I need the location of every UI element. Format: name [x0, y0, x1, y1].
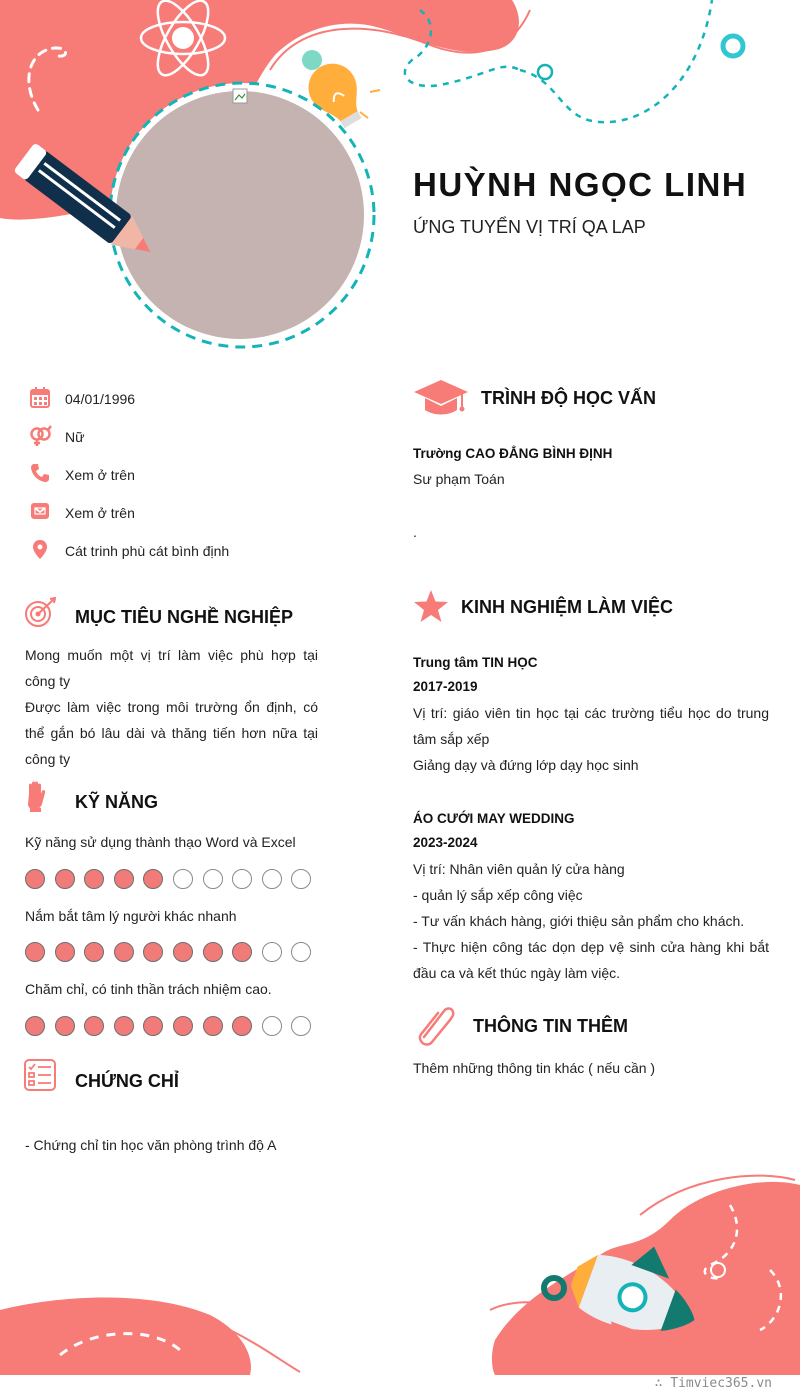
education-note: . [413, 524, 417, 540]
skill-name-2: Nắm bắt tâm lý người khác nhanh [25, 908, 237, 924]
applied-position: ỨNG TUYỂN VỊ TRÍ QA LAP [413, 217, 646, 237]
skill-rating-2 [25, 942, 325, 964]
rating-dot-filled [143, 1016, 163, 1036]
rating-dot-filled [55, 1016, 75, 1036]
rating-dot-filled [203, 1016, 223, 1036]
skills-heading: KỸ NĂNG [75, 792, 159, 812]
profile-photo [116, 91, 364, 339]
rating-dot-filled [114, 1016, 134, 1036]
rating-dot-empty [291, 869, 311, 889]
contact-gender [30, 425, 350, 449]
job-2-period: 2023-2024 [413, 835, 478, 850]
skill-name-1: Kỹ năng sử dụng thành thạo Word và Excel [25, 834, 296, 850]
rating-dot-filled [203, 942, 223, 962]
job-2-detail-3: - Thực hiện công tác dọn dẹp vệ sinh cửa hàng khi bắt đầu ca và kết thúc ngày làm việc. [413, 939, 769, 981]
address-text: Cát trinh phù cát bình định [65, 543, 230, 559]
rating-dot-filled [114, 942, 134, 962]
contact-address [30, 539, 350, 563]
rating-dot-filled [84, 1016, 104, 1036]
rating-dot-empty [291, 1016, 311, 1036]
rating-dot-filled [143, 869, 163, 889]
contact-birthday [30, 387, 350, 411]
rating-dot-empty [262, 1016, 282, 1036]
phone-text: Xem ở trên [65, 467, 135, 483]
gender-text: Nữ [65, 429, 85, 445]
email-icon [30, 501, 50, 523]
map-pin-icon [30, 539, 50, 561]
additional-text: Thêm những thông tin khác ( nếu cần ) [413, 1060, 656, 1076]
rating-dot-empty [262, 942, 282, 962]
objective-text-1: Mong muốn một vị trí làm việc phù hợp tại công ty [25, 647, 318, 689]
rating-dot-empty [232, 869, 252, 889]
education-major: Sư phạm Toán [413, 471, 505, 487]
paperclip-icon [414, 1003, 458, 1047]
job-1-role: Vị trí: giáo viên tin học tại các trường tiểu học do trung tâm sắp xếp [413, 705, 769, 747]
skill-name-3: Chăm chỉ, có tinh thần trách nhiệm cao. [25, 981, 272, 997]
target-icon [24, 597, 58, 629]
contact-email [30, 501, 350, 525]
job-2-company: ÁO CƯỚI MAY WEDDING [413, 811, 575, 826]
rating-dot-empty [173, 869, 193, 889]
objective-text-2: Được làm việc trong môi trường ổn định, có thể gắn bó lâu dài và thăng tiến hơn nữa tại công ty [25, 699, 318, 767]
job-1-company: Trung tâm TIN HỌC [413, 655, 538, 670]
skill-rating-1 [25, 869, 325, 891]
rating-dot-filled [173, 1016, 193, 1036]
email-text: Xem ở trên [65, 505, 135, 521]
watermark: ∴ Timviec365.vn [654, 1376, 772, 1391]
footer-decoration [0, 1160, 800, 1398]
contact-phone [30, 463, 350, 487]
rating-dot-filled [55, 942, 75, 962]
rating-dot-filled [143, 942, 163, 962]
rating-dot-filled [232, 942, 252, 962]
job-2-role: Vị trí: Nhân viên quản lý cửa hàng [413, 861, 625, 877]
rating-dot-empty [291, 942, 311, 962]
experience-heading: KINH NGHIỆM LÀM VIỆC [461, 597, 674, 617]
rating-dot-filled [173, 942, 193, 962]
rating-dot-filled [232, 1016, 252, 1036]
checklist-icon [24, 1059, 56, 1091]
rating-dot-filled [25, 942, 45, 962]
rating-dot-filled [114, 869, 134, 889]
job-2-detail-1: - quản lý sắp xếp công việc [413, 887, 583, 903]
phone-icon [30, 463, 50, 485]
job-1-detail: Giảng dạy và đứng lớp dạy học sinh [413, 757, 639, 773]
star-icon [413, 589, 449, 623]
hand-icon [24, 780, 48, 812]
education-school: Trường CAO ĐẲNG BÌNH ĐỊNH [413, 446, 613, 461]
rating-dot-filled [84, 869, 104, 889]
job-1-period: 2017-2019 [413, 679, 478, 694]
rating-dot-filled [84, 942, 104, 962]
rating-dot-empty [262, 869, 282, 889]
graduation-cap-icon [414, 380, 468, 416]
education-heading: TRÌNH ĐỘ HỌC VẤN [481, 388, 656, 408]
gender-icon [30, 425, 52, 447]
skill-rating-3 [25, 1016, 325, 1038]
objective-heading: MỤC TIÊU NGHỀ NGHIỆP [75, 607, 294, 627]
rating-dot-filled [25, 869, 45, 889]
rating-dot-filled [55, 869, 75, 889]
additional-heading: THÔNG TIN THÊM [473, 1016, 628, 1036]
candidate-name: HUỲNH NGỌC LINH [413, 166, 748, 203]
job-2-detail-2: - Tư vấn khách hàng, giới thiệu sản phẩm cho khách. [413, 913, 745, 929]
rating-dot-filled [25, 1016, 45, 1036]
rating-dot-empty [203, 869, 223, 889]
certificate-item: - Chứng chỉ tin học văn phòng trình độ A [25, 1137, 277, 1153]
calendar-icon [30, 387, 50, 409]
certificates-heading: CHỨNG CHỈ [75, 1071, 179, 1091]
birthday-text: 04/01/1996 [65, 391, 136, 407]
